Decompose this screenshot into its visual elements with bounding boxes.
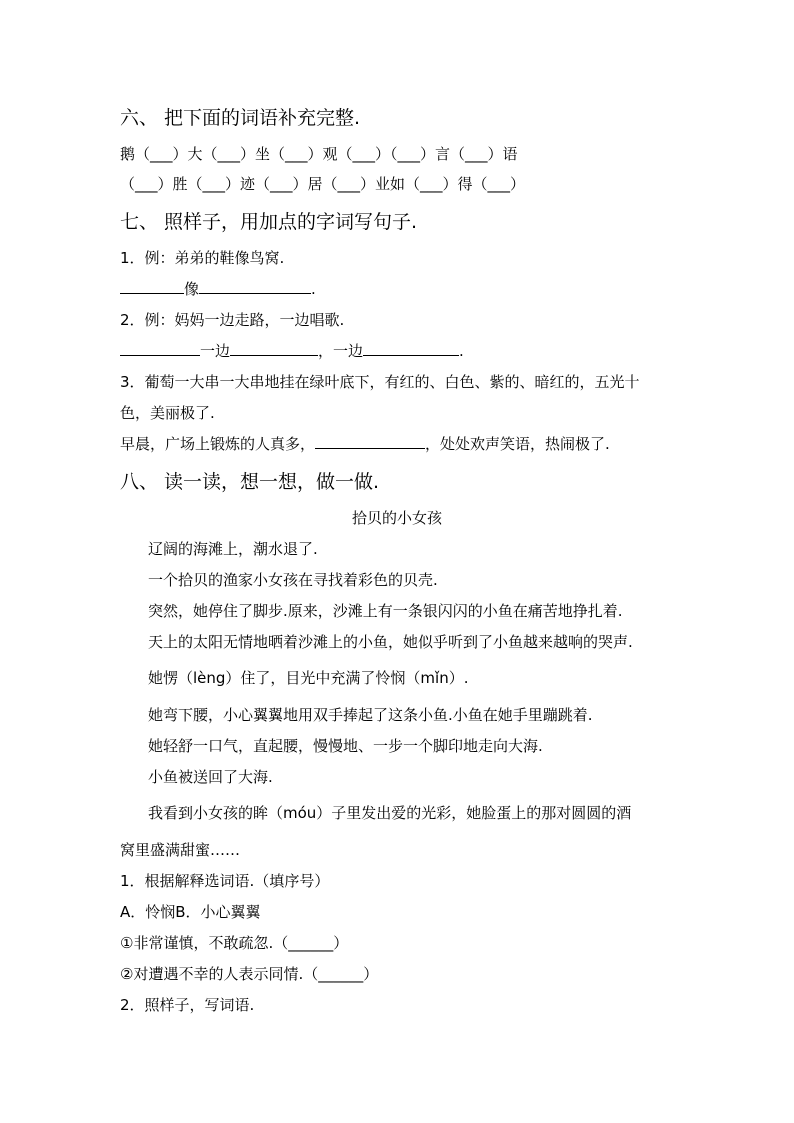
q2-mid1-text: 一边 — [200, 342, 231, 360]
story-paragraph-continued: 窝里盛满甜蜜…… — [120, 841, 241, 859]
q2-mid2-text: ，一边 — [318, 342, 364, 360]
section-8-heading: 八、 读一读，想一想，做一做. — [120, 471, 380, 493]
story-paragraph: 我看到小女孩的眸（móu）子里发出爱的光彩，她脸蛋上的那对圆圆的酒 — [148, 804, 632, 822]
q2-end-text: . — [459, 342, 464, 360]
section-6-heading: 六、 把下面的词语补充完整. — [120, 107, 361, 129]
question-1: 1．根据解释选词语.（填序号） — [120, 872, 330, 890]
section-7-q3-answer-line — [120, 434, 610, 454]
question-1-item-2[interactable]: ②对遭遇不幸的人表示同情.（______） — [120, 965, 379, 983]
story-paragraph: 辽阔的海滩上，潮水退了. — [148, 540, 318, 558]
section-6-row-1: 鹅（___）大（___）坐（___）观（___）（___）言（___）语 — [120, 145, 518, 163]
q3-start-text: 早晨，广场上锻炼的人真多， — [120, 435, 316, 453]
section-7-q1-answer-line — [120, 279, 316, 299]
section-7-heading: 七、 照样子，用加点的字词写句子. — [120, 211, 418, 233]
story-paragraph: 突然，她停住了脚步.原来，沙滩上有一条银闪闪的小鱼在痛苦地挣扎着. — [148, 602, 623, 620]
section-7-q3-line-2: 色，美丽极了. — [120, 404, 215, 422]
story-paragraph: 小鱼被送回了大海. — [148, 768, 273, 786]
story-title: 拾贝的小女孩 — [351, 509, 442, 527]
section-7-q3-line-1: 3．葡萄一大串一大串地挂在绿叶底下，有红的、白色、紫的、暗红的，五光十 — [120, 373, 640, 391]
story-paragraph: 她愣（lèng）住了，目光中充满了怜悯（mǐn）. — [148, 669, 469, 687]
question-1-item-1[interactable]: ①非常谨慎，不敢疏忽.（______） — [120, 934, 349, 952]
q3-end-text: ，处处欢声笑语，热闹极了. — [425, 435, 610, 453]
story-paragraph: 她弯下腰，小心翼翼地用双手捧起了这条小鱼.小鱼在她手里蹦跳着. — [148, 706, 593, 724]
q1-mid-text: 像 — [184, 280, 200, 298]
section-7-q1-example: 1．例：弟弟的鞋像鸟窝. — [120, 249, 285, 267]
story-paragraph: 她轻舒一口气，直起腰，慢慢地、一步一个脚印地走向大海. — [148, 737, 543, 755]
q1-end-text: . — [311, 280, 316, 298]
answer-blank[interactable] — [120, 341, 200, 356]
section-6-row-2: （___）胜（___）迹（___）居（___）业如（___）得（___） — [120, 175, 526, 193]
question-1-options: A．怜悯B．小心翼翼 — [120, 903, 261, 921]
section-7-q2-example: 2．例：妈妈一边走路，一边唱歌. — [120, 311, 345, 329]
answer-blank[interactable] — [120, 279, 184, 294]
answer-blank[interactable] — [199, 279, 311, 294]
story-paragraph: 一个拾贝的渔家小女孩在寻找着彩色的贝壳. — [148, 571, 438, 589]
answer-blank[interactable] — [315, 434, 425, 449]
story-paragraph: 天上的太阳无情地晒着沙滩上的小鱼，她似乎听到了小鱼越来越响的哭声. — [148, 633, 633, 651]
answer-blank[interactable] — [363, 341, 459, 356]
question-2: 2．照样子，写词语. — [120, 996, 255, 1014]
answer-blank[interactable] — [230, 341, 318, 356]
section-7-q2-answer-line — [120, 341, 464, 361]
